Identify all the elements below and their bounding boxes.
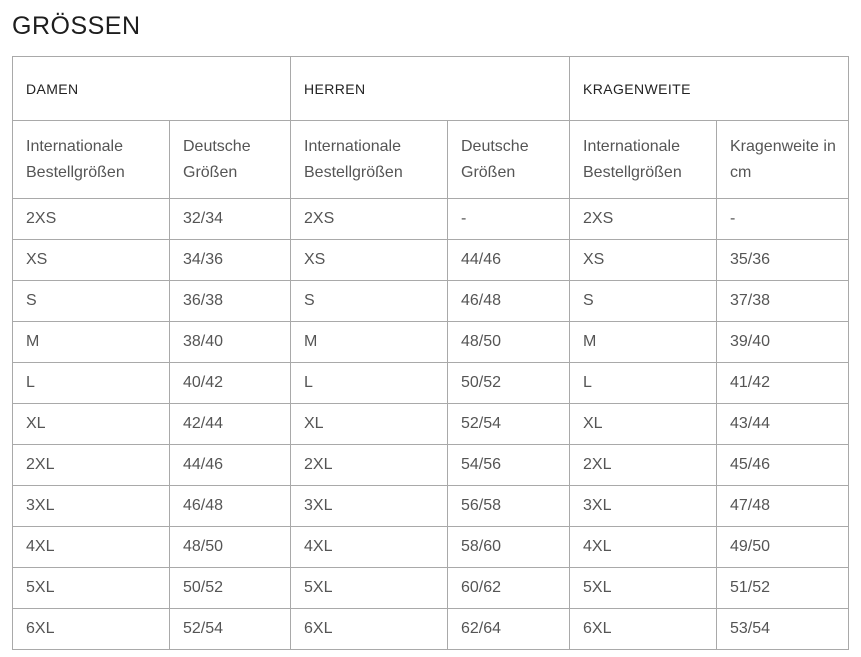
cell-damen-deutsch: 38/40 bbox=[170, 322, 291, 363]
cell-kragen-international: 2XS bbox=[570, 199, 717, 240]
cell-herren-international: L bbox=[291, 363, 448, 404]
cell-kragen-international: 3XL bbox=[570, 486, 717, 527]
sub-header-damen-deutsch: Deutsche Größen bbox=[170, 121, 291, 199]
cell-kragen-international: XL bbox=[570, 404, 717, 445]
cell-kragenweite-cm: 51/52 bbox=[717, 568, 849, 609]
cell-herren-deutsch: 56/58 bbox=[448, 486, 570, 527]
page-title: GRÖSSEN bbox=[12, 12, 141, 40]
cell-herren-deutsch: 54/56 bbox=[448, 445, 570, 486]
sub-header-damen-international: Internationale Bestellgrößen bbox=[13, 121, 170, 199]
cell-kragenweite-cm: 39/40 bbox=[717, 322, 849, 363]
cell-damen-international: 2XL bbox=[13, 445, 170, 486]
cell-herren-international: XS bbox=[291, 240, 448, 281]
size-table bbox=[12, 56, 849, 650]
group-header-row bbox=[13, 57, 849, 121]
cell-herren-deutsch: 52/54 bbox=[448, 404, 570, 445]
cell-damen-deutsch: 48/50 bbox=[170, 527, 291, 568]
cell-damen-deutsch: 40/42 bbox=[170, 363, 291, 404]
cell-damen-international: S bbox=[13, 281, 170, 322]
table-row bbox=[13, 199, 849, 240]
cell-damen-deutsch: 32/34 bbox=[170, 199, 291, 240]
cell-kragenweite-cm: 53/54 bbox=[717, 609, 849, 650]
cell-kragenweite-cm: 47/48 bbox=[717, 486, 849, 527]
table-row bbox=[13, 609, 849, 650]
cell-herren-deutsch: 44/46 bbox=[448, 240, 570, 281]
sub-header-row bbox=[13, 121, 849, 199]
cell-damen-deutsch: 34/36 bbox=[170, 240, 291, 281]
table-row bbox=[13, 281, 849, 322]
cell-damen-international: 6XL bbox=[13, 609, 170, 650]
cell-kragenweite-cm: 49/50 bbox=[717, 527, 849, 568]
cell-kragen-international: S bbox=[570, 281, 717, 322]
table-row bbox=[13, 404, 849, 445]
cell-damen-international: XS bbox=[13, 240, 170, 281]
table-row bbox=[13, 527, 849, 568]
cell-herren-international: S bbox=[291, 281, 448, 322]
cell-damen-international: 5XL bbox=[13, 568, 170, 609]
group-header-damen: DAMEN bbox=[13, 57, 291, 121]
cell-herren-international: 2XS bbox=[291, 199, 448, 240]
cell-herren-deutsch: 48/50 bbox=[448, 322, 570, 363]
cell-herren-international: 4XL bbox=[291, 527, 448, 568]
cell-kragenweite-cm: 35/36 bbox=[717, 240, 849, 281]
cell-damen-international: L bbox=[13, 363, 170, 404]
cell-herren-international: XL bbox=[291, 404, 448, 445]
cell-kragenweite-cm: 37/38 bbox=[717, 281, 849, 322]
cell-damen-deutsch: 36/38 bbox=[170, 281, 291, 322]
cell-kragenweite-cm: 45/46 bbox=[717, 445, 849, 486]
sub-header-kragenweite-cm: Kragenweite in cm bbox=[717, 121, 849, 199]
cell-kragenweite-cm: - bbox=[717, 199, 849, 240]
cell-herren-deutsch: 50/52 bbox=[448, 363, 570, 404]
cell-herren-deutsch: 60/62 bbox=[448, 568, 570, 609]
cell-damen-deutsch: 44/46 bbox=[170, 445, 291, 486]
cell-herren-international: M bbox=[291, 322, 448, 363]
cell-herren-international: 2XL bbox=[291, 445, 448, 486]
cell-kragen-international: 5XL bbox=[570, 568, 717, 609]
sub-header-herren-international: Internationale Bestellgrößen bbox=[291, 121, 448, 199]
group-header-herren: HERREN bbox=[291, 57, 570, 121]
size-table-body bbox=[13, 57, 849, 650]
table-row bbox=[13, 445, 849, 486]
table-row bbox=[13, 486, 849, 527]
cell-herren-international: 6XL bbox=[291, 609, 448, 650]
cell-damen-international: 4XL bbox=[13, 527, 170, 568]
sub-header-herren-deutsch: Deutsche Größen bbox=[448, 121, 570, 199]
cell-damen-deutsch: 52/54 bbox=[170, 609, 291, 650]
table-row bbox=[13, 363, 849, 404]
cell-herren-deutsch: 62/64 bbox=[448, 609, 570, 650]
cell-kragen-international: XS bbox=[570, 240, 717, 281]
cell-herren-international: 3XL bbox=[291, 486, 448, 527]
sub-header-kragen-international: Internationale Bestellgrößen bbox=[570, 121, 717, 199]
cell-damen-deutsch: 42/44 bbox=[170, 404, 291, 445]
cell-herren-international: 5XL bbox=[291, 568, 448, 609]
cell-kragen-international: 2XL bbox=[570, 445, 717, 486]
cell-damen-deutsch: 46/48 bbox=[170, 486, 291, 527]
group-header-kragenweite: KRAGENWEITE bbox=[570, 57, 849, 121]
cell-damen-international: M bbox=[13, 322, 170, 363]
cell-kragen-international: L bbox=[570, 363, 717, 404]
cell-herren-deutsch: 46/48 bbox=[448, 281, 570, 322]
cell-kragen-international: M bbox=[570, 322, 717, 363]
cell-herren-deutsch: - bbox=[448, 199, 570, 240]
cell-damen-deutsch: 50/52 bbox=[170, 568, 291, 609]
cell-damen-international: XL bbox=[13, 404, 170, 445]
cell-damen-international: 3XL bbox=[13, 486, 170, 527]
table-row bbox=[13, 240, 849, 281]
cell-kragen-international: 4XL bbox=[570, 527, 717, 568]
cell-kragenweite-cm: 43/44 bbox=[717, 404, 849, 445]
cell-kragen-international: 6XL bbox=[570, 609, 717, 650]
cell-kragenweite-cm: 41/42 bbox=[717, 363, 849, 404]
table-row bbox=[13, 322, 849, 363]
table-row bbox=[13, 568, 849, 609]
cell-herren-deutsch: 58/60 bbox=[448, 527, 570, 568]
cell-damen-international: 2XS bbox=[13, 199, 170, 240]
